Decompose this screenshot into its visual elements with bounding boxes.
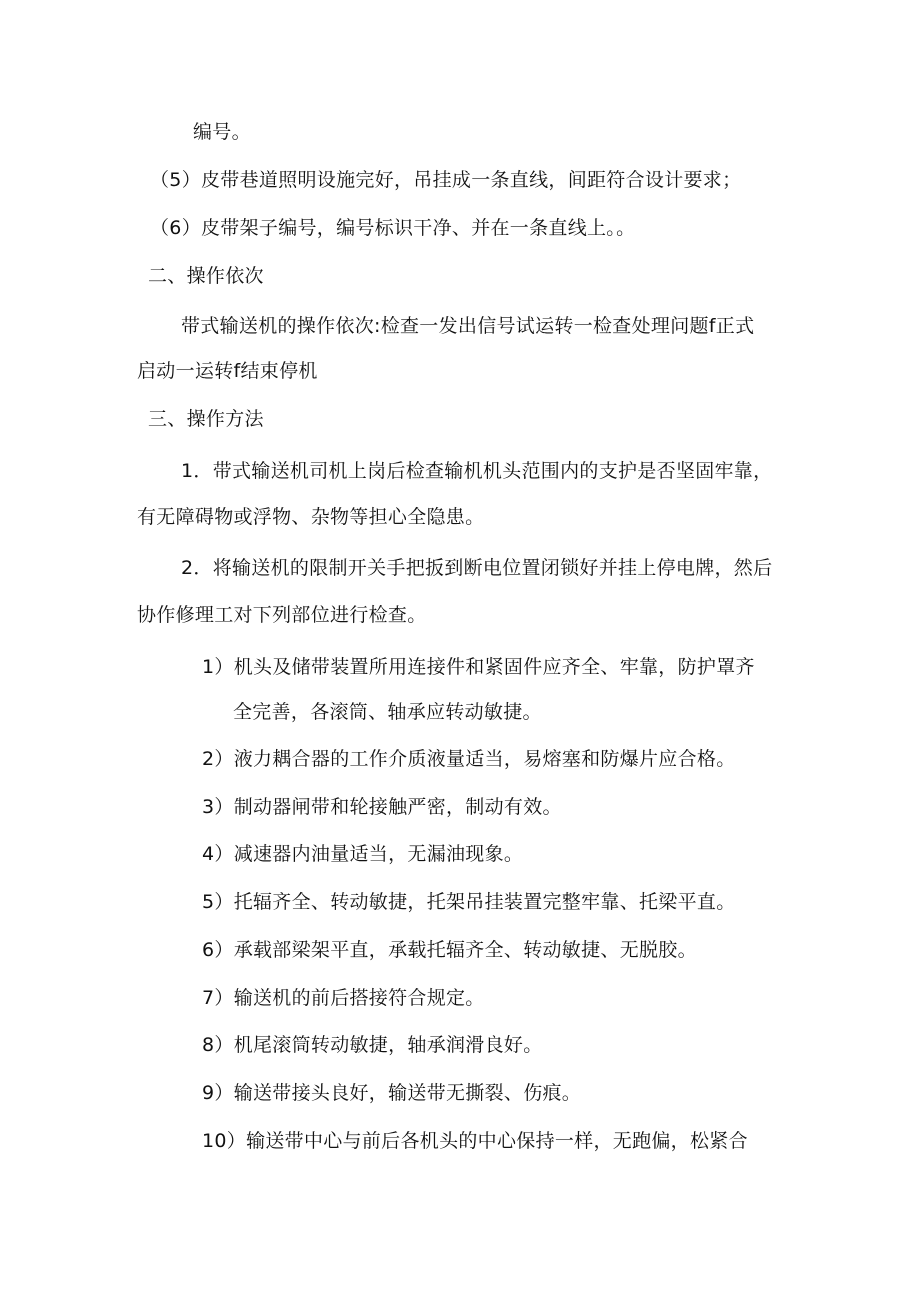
text-line: 启动一运转f结束停机 [137,360,318,382]
text-line: （6）皮带架子编号，编号标识干净、并在一条直线上。。 [150,217,636,239]
text-line: 协作修理工对下列部位进行检查。 [137,604,427,626]
list-item: 10）输送带中心与前后各机头的中心保持一样，无跑偏，松紧合 [202,1130,748,1152]
list-item: 6）承载部梁架平直，承载托辐齐全、转动敏捷、无脱胶。 [202,939,697,961]
list-item: 1）机头及储带装置所用连接件和紧固件应齐全、牢靠，防护罩齐 [202,656,755,678]
list-item: 9）输送带接头良好，输送带无撕裂、伤痕。 [202,1082,582,1104]
text-line: 带式输送机的操作依次:检查一发出信号试运转一检查处理问题f正式 [181,315,755,337]
list-item: 2）液力耦合器的工作介质液量适当，易熔塞和防爆片应合格。 [202,748,736,770]
text-line: 有无障碍物或浮物、杂物等担心全隐患。 [137,506,485,528]
section-heading: 三、操作方法 [148,408,264,430]
text-line: 全完善，各滚筒、轴承应转动敏捷。 [233,701,542,723]
section-heading: 二、操作依次 [148,265,264,287]
list-item: 3）制动器闸带和轮接触严密，制动有效。 [202,796,562,818]
text-line: 1．带式输送机司机上岗后检查输机机头范围内的支护是否坚固牢靠， [181,460,773,482]
list-item: 5）托辐齐全、转动敏捷，托架吊挂装置完整牢靠、托梁平直。 [202,891,736,913]
list-item: 8）机尾滚筒转动敏捷，轴承润滑良好。 [202,1034,543,1056]
text-line: 编号。 [193,121,251,143]
list-item: 7）输送机的前后搭接符合规定。 [202,987,485,1009]
list-item: 4）减速器内油量适当，无漏油现象。 [202,843,524,865]
text-line: （5）皮带巷道照明设施完好，吊挂成一条直线，间距符合设计要求； [150,169,742,191]
text-line: 2．将输送机的限制开关手把扳到断电位置闭锁好并挂上停电牌，然后 [181,557,773,579]
